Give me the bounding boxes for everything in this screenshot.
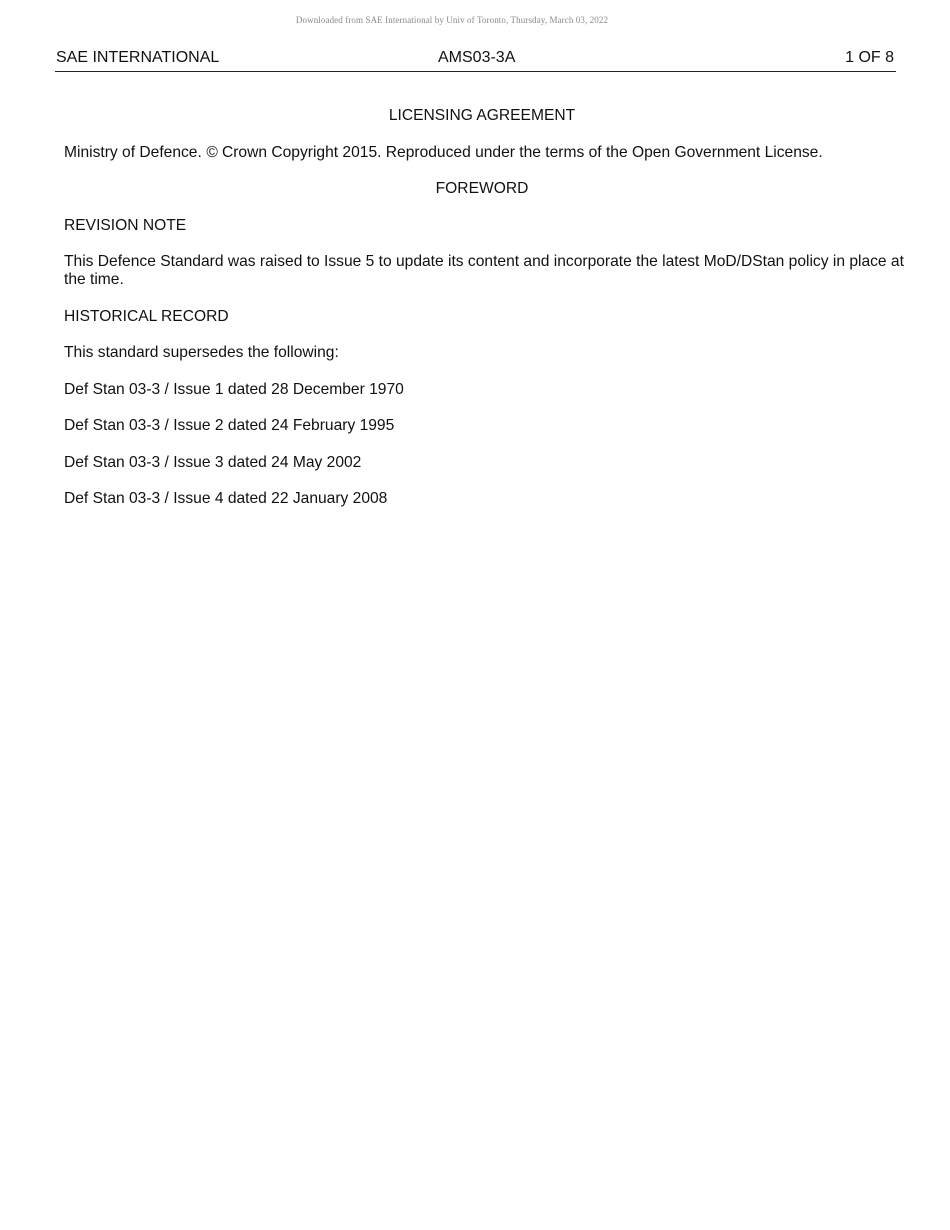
historical-record-item: Def Stan 03-3 / Issue 1 dated 28 December 1970 xyxy=(64,380,404,398)
download-watermark-note: Downloaded from SAE International by Univ of Toronto, Thursday, March 03, 2022 xyxy=(295,15,609,25)
historical-record-intro: This standard supersedes the following: xyxy=(64,344,339,361)
historical-record-item: Def Stan 03-3 / Issue 2 dated 24 February 1995 xyxy=(64,417,395,434)
page-header xyxy=(55,49,896,72)
historical-record-heading: HISTORICAL RECORD xyxy=(64,307,229,325)
page-indicator: 1 OF 8 xyxy=(845,49,894,66)
copyright-icon: © xyxy=(206,143,218,161)
historical-record-item: Def Stan 03-3 / Issue 4 dated 22 January 2008 xyxy=(64,490,388,507)
licensing-text-end: Crown Copyright 2015. Reproduced under the terms of the Open Government License. xyxy=(217,143,823,161)
licensing-text-start: Ministry of Defence. xyxy=(64,143,207,161)
licensing-text xyxy=(64,144,906,162)
document-body xyxy=(64,107,906,527)
publisher-label: SAE INTERNATIONAL xyxy=(56,49,220,66)
document-number: AMS03-3A xyxy=(438,49,516,66)
revision-note-heading: REVISION NOTE xyxy=(64,216,187,234)
revision-note-text: This Defence Standard was raised to Issue 5 to update its content and incorporate the latest MoD/DStan policy in place at the time. xyxy=(64,253,904,288)
historical-record-item: Def Stan 03-3 / Issue 3 dated 24 May 2002 xyxy=(64,453,362,471)
licensing-heading: LICENSING AGREEMENT xyxy=(388,107,576,124)
foreword-heading: FOREWORD xyxy=(435,180,529,197)
